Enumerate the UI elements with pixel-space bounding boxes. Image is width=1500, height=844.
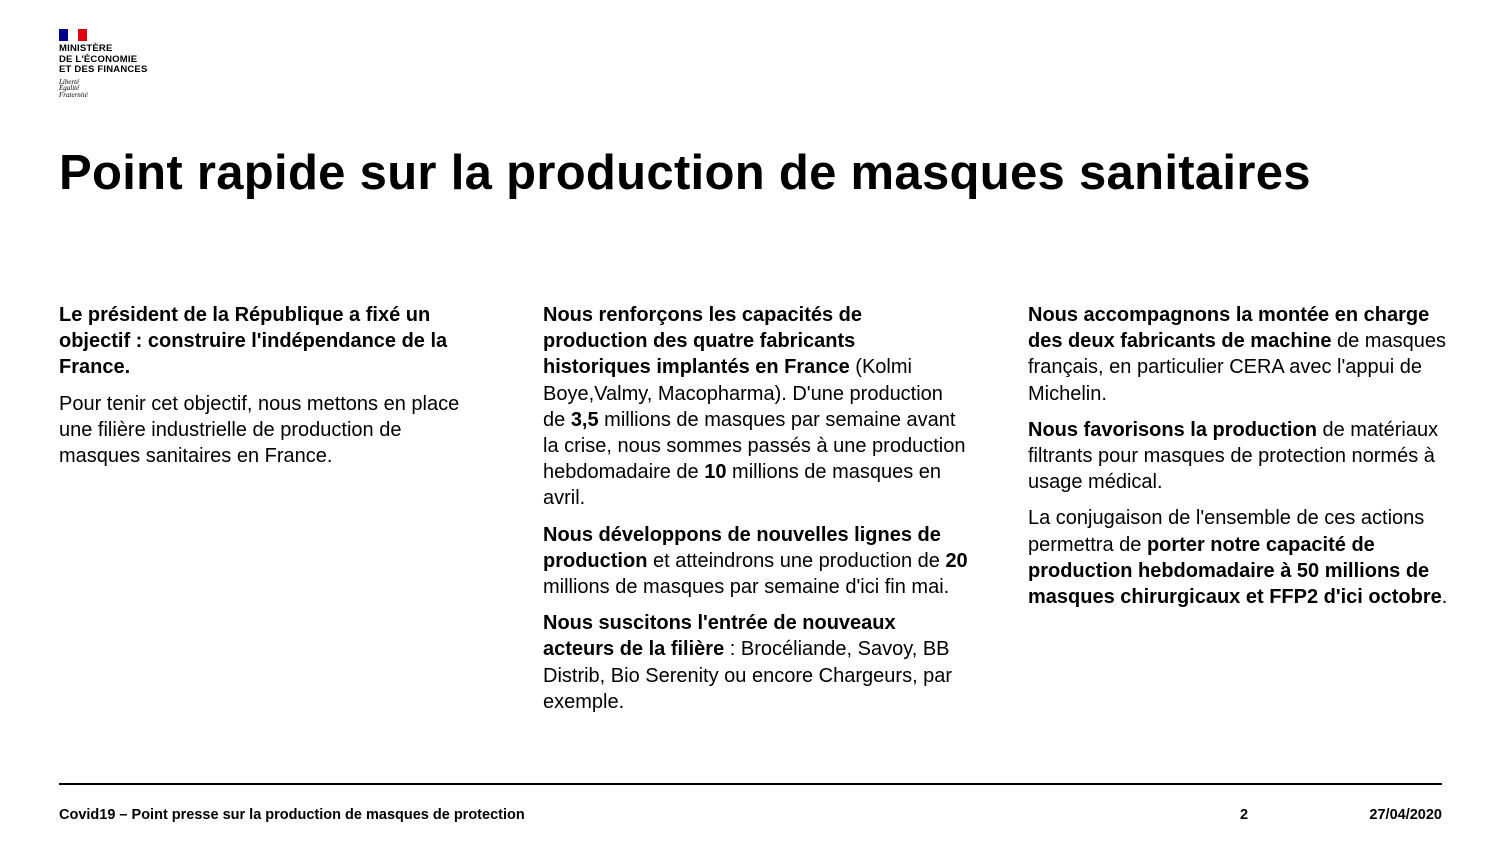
- body-text: de masques français, en particulier CERA avec l'appui de Michelin.: [1028, 330, 1446, 405]
- ministry-name-line-2: DE L'ÉCONOMIE: [59, 53, 138, 65]
- ministry-name: [59, 44, 179, 76]
- bold-text: Nous renforçons les capacités de production des quatre fabricants historiques implantés en France: [543, 304, 863, 379]
- motto-egalite: Égalité: [59, 84, 80, 92]
- body-text: : Brocéliande, Savoy, BB Distrib, Bio Serenity ou encore Chargeurs, par exemple.: [543, 638, 953, 713]
- body-text: millions de masques par semaine d'ici fin mai.: [543, 576, 950, 599]
- motto-liberte: Liberté: [59, 77, 80, 86]
- paragraph: [543, 522, 968, 601]
- column-2: [543, 302, 968, 725]
- body-text: et atteindrons une production de: [647, 549, 946, 572]
- bold-text: 3,5: [570, 408, 599, 431]
- ministry-name-line-3: ET DES FINANCES: [59, 64, 148, 75]
- bold-text: Nous accompagnons la montée en charge des deux fabricants de machine: [1028, 304, 1430, 353]
- bold-text: 10: [704, 461, 727, 484]
- body-text: (Kolmi Boye,Valmy, Macopharma). D'une production de: [543, 356, 943, 431]
- bold-text: Le président de la République a fixé un objectif : construire l'indépendance de la France.: [59, 304, 448, 379]
- column-1: [59, 302, 479, 479]
- column-3: [1028, 302, 1453, 620]
- bold-text: Nous favorisons la production: [1028, 418, 1317, 441]
- ministry-name-line-1: MINISTÈRE: [59, 43, 113, 54]
- paragraph: [543, 610, 968, 715]
- body-text: de matériaux filtrants pour masques de protection normés à usage médical.: [1028, 418, 1439, 494]
- footer-divider: [59, 783, 1442, 785]
- french-flag-icon: [59, 29, 87, 41]
- body-text: millions de masques par semaine avant la crise, nous sommes passés à une production hebdomadaire de: [543, 408, 966, 484]
- motto-fraternite: Fraternité: [59, 90, 88, 99]
- flag-blue-stripe: [59, 29, 68, 41]
- footer-caption: Covid19 – Point presse sur la production de masques de protection: [59, 807, 525, 823]
- ministry-logo: [59, 29, 179, 98]
- paragraph: [59, 302, 479, 381]
- paragraph: [1028, 302, 1453, 407]
- page-number: 2: [1240, 807, 1249, 823]
- body-text: La conjugaison de l'ensemble de ces actions permettra de: [1028, 507, 1425, 556]
- republic-motto: [59, 79, 179, 99]
- paragraph: [59, 391, 479, 470]
- paragraph: [1028, 505, 1453, 610]
- paragraph: [543, 302, 968, 512]
- bold-text: 20: [945, 549, 968, 572]
- bold-text: Nous développons de nouvelles lignes de production: [543, 523, 941, 572]
- paragraph: [1028, 417, 1453, 496]
- slide-title: Point rapide sur la production de masques sanitaires: [59, 146, 1311, 200]
- bold-text: porter notre capacité de production hebdomadaire à 50 millions de masques chirurgicaux et FFP2 d'ici octobre: [1028, 533, 1442, 609]
- footer-date: 27/04/2020: [1369, 807, 1442, 823]
- flag-white-stripe: [68, 29, 77, 41]
- flag-red-stripe: [78, 29, 87, 41]
- bold-text: Nous suscitons l'entrée de nouveaux acteurs de la filière: [543, 612, 896, 661]
- body-text: Pour tenir cet objectif, nous mettons en place une filière industrielle de production de masques sanitaires en France.: [59, 392, 460, 468]
- body-text: millions de masques en avril.: [543, 461, 942, 510]
- body-text: .: [1441, 586, 1448, 609]
